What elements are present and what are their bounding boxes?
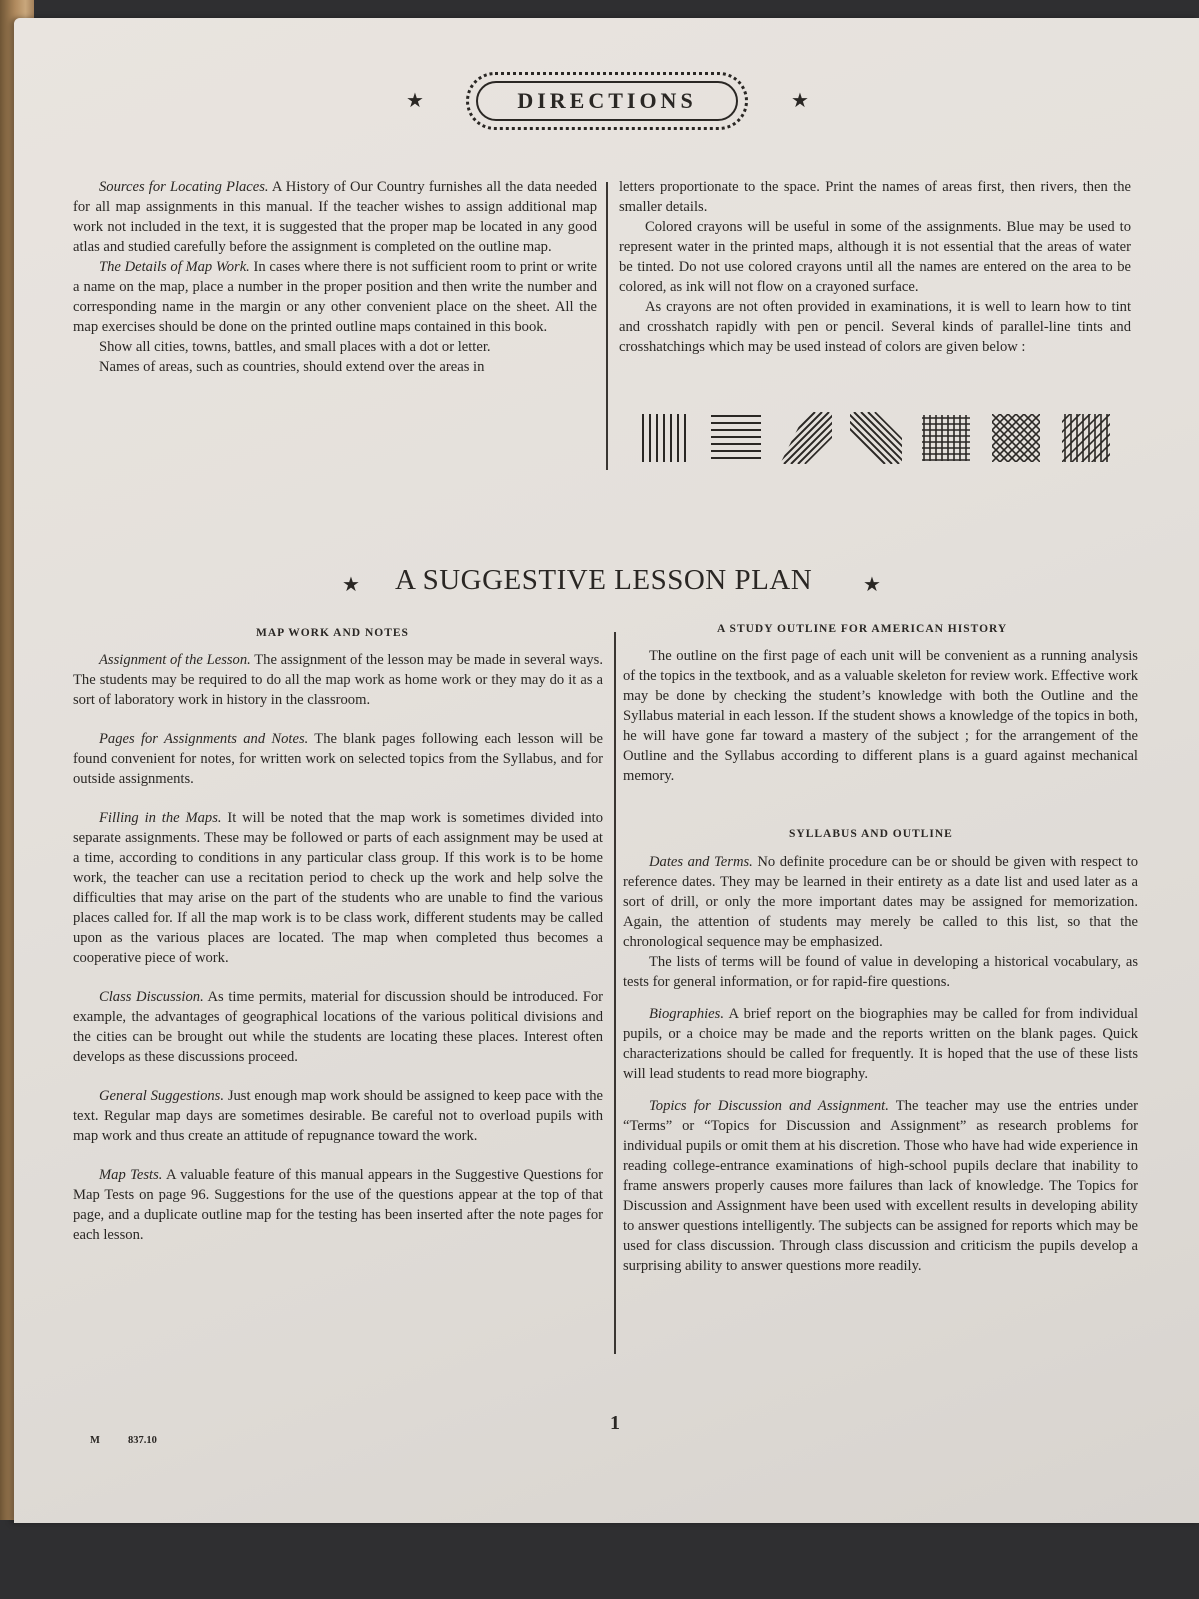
paragraph: Biographies. A brief report on the biographies may be called for from individual pupils, or a choice may be made and the reports written on the blank pages. Quick characterizations should be called for frequently. It is hoped that the use of these lists will lead students to read more biography.: [623, 1006, 1138, 1082]
swatch-crosshatch-diagonal: [990, 412, 1042, 464]
lesson-plan-title: A SUGGESTIVE LESSON PLAN: [395, 564, 813, 596]
swatch-vertical-diagonal: [1060, 412, 1112, 464]
catalog-number: 837.10: [128, 1435, 157, 1446]
directions-banner: [466, 72, 748, 130]
column-divider: [606, 182, 608, 470]
star-left-icon: ★: [406, 90, 424, 112]
star-right-icon: ★: [863, 574, 881, 596]
page-number: 1: [610, 1412, 620, 1434]
paragraph: The Details of Map Work. In cases where there is not sufficient room to print or write a name on the map, place a number in the proper position and then write the number and corresponding name in the margin or any other convenient place on the sheet. All the map exercises should be done on the printed outline maps contained in this book.: [73, 259, 597, 335]
paragraph: Sources for Locating Places. A History of Our Country furnishes all the data needed for all map assignments in this manual. If the teacher wishes to assign additional map work not included in the text, it is suggested that the proper map be located in any good atlas and studied carefully before the assignment is completed on the outline map.: [73, 179, 597, 255]
paragraph: Filling in the Maps. It will be noted that the map work is sometimes divided into separate assignments. These may be followed or parts of each assignment may be used at a time, according to conditions in any particular class group. If this work is to be home work, the teacher can use a recitation period to check up the work and help solve the difficulties that may arise on the part of the students who are unable to find the various places called for. If all the map work is to be class work, different students may be called upon as the various places are located. The map when completed thus becomes a cooperative piece of work.: [73, 810, 603, 966]
lesson-left-column: [73, 650, 603, 1245]
paragraph: Class Discussion. As time permits, material for discussion should be introduced. For example, the advantages of geographical locations of the various political divisions and the cities can be brought out while the students are locating these places. Interest often develops as these discussions proceed.: [73, 989, 604, 1065]
paragraph: Colored crayons will be useful in some of the assignments. Blue may be used to represent water in the printed maps, although it is not essential that the areas of water be tinted. Do not use colored crayons until all the names are entered on the area to be colored, as ink will not flow on a crayoned surface.: [619, 219, 1131, 295]
syllabus-column: [623, 852, 1138, 1276]
directions-right-column: [619, 177, 1131, 357]
catalog-letter: M: [90, 1435, 100, 1446]
paragraph: Show all cities, towns, battles, and small places with a dot or letter.: [99, 339, 491, 355]
paragraph: The lists of terms will be found of value in developing a historical vocabulary, as tests for general information, or for rapid-fire questions.: [623, 954, 1138, 990]
map-work-heading: MAP WORK AND NOTES: [256, 627, 409, 639]
paragraph: Dates and Terms. No definite procedure can be or should be given with respect to reference dates. They may be learned in their entirety as a date list and used later as a sort of drill, or only the more important dates may be assigned for memorization. Again, the attention of students may merely be called to this list, so that the chronological sequence may be emphasized.: [623, 854, 1138, 950]
star-right-icon: ★: [791, 90, 809, 112]
swatch-horizontal-lines: [710, 412, 762, 464]
paragraph: Assignment of the Lesson. The assignment of the lesson may be made in several ways. The students may be required to do all the map work as home work or they may do it as a sort of laboratory work in history in the classroom.: [73, 652, 603, 708]
paragraph: General Suggestions. Just enough map work should be assigned to keep pace with the text. Regular map days are sometimes desirable. Be careful not to overload pupils with map work and thus create an attitude of repugnance toward the work.: [73, 1088, 603, 1144]
paragraph: Names of areas, such as countries, should extend over the areas in: [99, 359, 485, 375]
swatch-diagonal-right: [780, 412, 832, 464]
paragraph: letters proportionate to the space. Print the names of areas first, then rivers, then the smaller details.: [619, 179, 1131, 215]
swatch-grid: [920, 412, 972, 464]
paragraph: As crayons are not often provided in examinations, it is well to learn how to tint and crosshatch rapidly with pen or pencil. Several kinds of parallel-line tints and crosshatchings which may be used instead of colors are given below :: [619, 299, 1131, 355]
syllabus-heading: SYLLABUS AND OUTLINE: [789, 828, 953, 840]
paragraph: Topics for Discussion and Assignment. The teacher may use the entries under “Terms” or “Topics for Discussion and Assignment” as research problems for individual pupils or omit them at his discretion. Those who have had wide experience in reading college-entrance examinations of high-school pupils declare that inability to frame answers properly causes more failures than lack of knowledge. The Topics for Discussion and Assignment have been used with excellent results in developing ability to answer questions intelligently. The subjects can be assigned for reports which may be used for class discussion. Through class discussion and criticism the pupils develop a surprising ability to answer questions more readily.: [623, 1098, 1138, 1274]
study-outline-text: [623, 646, 1138, 786]
swatch-vertical-lines: [640, 412, 692, 464]
swatch-diagonal-left: [850, 412, 902, 464]
directions-left-column: [73, 177, 597, 377]
study-outline-heading: A STUDY OUTLINE FOR AMERICAN HISTORY: [717, 623, 1008, 635]
paragraph: Pages for Assignments and Notes. The blank pages following each lesson will be found convenient for notes, for written work on selected topics from the Syllabus, and for outside assignments.: [73, 731, 603, 787]
column-divider: [614, 632, 616, 1354]
paragraph: The outline on the first page of each unit will be convenient as a running analysis of the topics in the textbook, and as a valuable skeleton for review work. Effective work may be done by checking the student’s knowledge with both the Outline and the Syllabus material in each lesson. If the student shows a knowledge of the topics in both, he will have gone far toward a mastery of the subject ; for the arrangement of the Outline and the Syllabus according to different plans is a guard against mechanical memory.: [623, 648, 1138, 784]
paragraph: Map Tests. A valuable feature of this manual appears in the Suggestive Questions for Map Tests on page 96. Suggestions for the use of the questions appear at the top of that page, and a duplicate outline map for the testing has been inserted after the note pages for each lesson.: [73, 1167, 604, 1243]
star-left-icon: ★: [342, 574, 360, 596]
directions-title: DIRECTIONS: [476, 81, 738, 121]
